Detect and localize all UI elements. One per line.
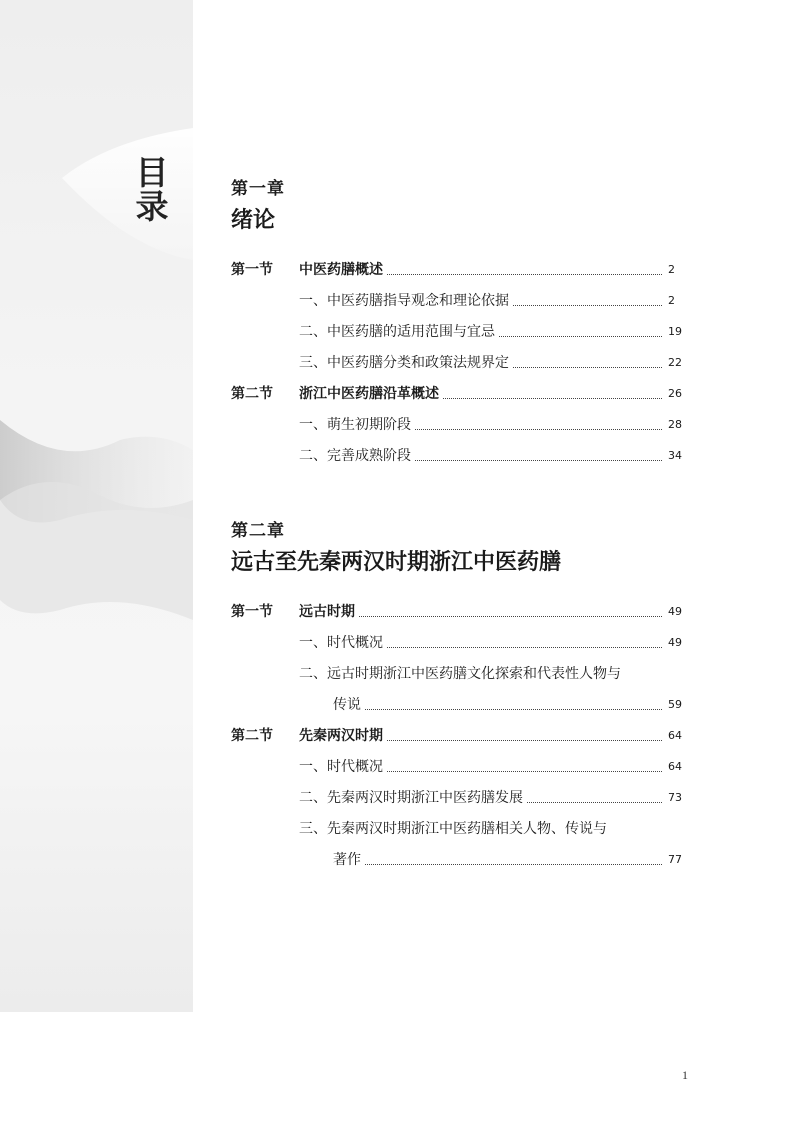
toc-entry[interactable] bbox=[231, 621, 690, 652]
leader-dots bbox=[415, 428, 662, 430]
leader-dots bbox=[527, 801, 662, 803]
entry-text: 一、时代概况 bbox=[299, 759, 383, 775]
toc-entry-continuation[interactable] bbox=[231, 683, 690, 714]
chapter-title: 绪论 bbox=[231, 208, 276, 233]
leader-dots bbox=[513, 304, 662, 306]
page-ref: 77 bbox=[668, 853, 682, 866]
section-label: 第二节 bbox=[231, 386, 273, 402]
chapter-title: 远古至先秦两汉时期浙江中医药膳 bbox=[231, 550, 562, 575]
leader-dots bbox=[365, 863, 662, 865]
page-ref: 22 bbox=[668, 356, 682, 369]
chapter-heading bbox=[231, 516, 561, 576]
toc-list bbox=[231, 248, 690, 465]
page-ref: 19 bbox=[668, 325, 682, 338]
toc-list bbox=[231, 590, 690, 869]
toc-entry[interactable] bbox=[231, 403, 690, 434]
entry-text: 二、完善成熟阶段 bbox=[299, 448, 411, 464]
page-ref: 34 bbox=[668, 449, 682, 462]
entry-text: 浙江中医药膳沿革概述 bbox=[299, 386, 439, 402]
toc-entry[interactable] bbox=[231, 776, 690, 807]
chapter-label: 第一章 bbox=[231, 179, 285, 199]
entry-text: 著作 bbox=[333, 852, 361, 868]
toc-entry[interactable] bbox=[231, 652, 690, 683]
leader-dots bbox=[359, 615, 662, 617]
page-ref: 49 bbox=[668, 605, 682, 618]
toc-title-char: 目 bbox=[135, 153, 169, 192]
toc-entry[interactable] bbox=[231, 434, 690, 465]
entry-text: 三、先秦两汉时期浙江中医药膳相关人物、传说与 bbox=[299, 821, 607, 837]
page-ref: 64 bbox=[668, 760, 682, 773]
chapter-label: 第二章 bbox=[231, 521, 285, 541]
page-ref: 2 bbox=[668, 263, 675, 276]
chapter-heading bbox=[231, 174, 285, 234]
leader-dots bbox=[499, 335, 662, 337]
leader-dots bbox=[387, 739, 662, 741]
decorative-sidebar bbox=[0, 0, 193, 1012]
toc-title bbox=[132, 153, 172, 226]
page-ref: 73 bbox=[668, 791, 682, 804]
entry-text: 先秦两汉时期 bbox=[299, 728, 383, 744]
leader-dots bbox=[387, 770, 662, 772]
page-ref: 26 bbox=[668, 387, 682, 400]
entry-text: 二、先秦两汉时期浙江中医药膳发展 bbox=[299, 790, 523, 806]
leader-dots bbox=[415, 459, 662, 461]
toc-entry[interactable] bbox=[231, 341, 690, 372]
page-ref: 64 bbox=[668, 729, 682, 742]
entry-text: 中医药膳概述 bbox=[299, 262, 383, 278]
toc-entry[interactable] bbox=[231, 372, 690, 403]
entry-text: 一、中医药膳指导观念和理论依据 bbox=[299, 293, 509, 309]
leader-dots bbox=[365, 708, 662, 710]
leader-dots bbox=[387, 273, 662, 275]
entry-text: 一、萌生初期阶段 bbox=[299, 417, 411, 433]
leader-dots bbox=[387, 646, 662, 648]
entry-text: 传说 bbox=[333, 697, 361, 713]
toc-entry[interactable] bbox=[231, 310, 690, 341]
ink-mountain-graphic bbox=[0, 0, 193, 1012]
page-ref: 49 bbox=[668, 636, 682, 649]
page-ref: 59 bbox=[668, 698, 682, 711]
page-ref: 2 bbox=[668, 294, 675, 307]
section-label: 第一节 bbox=[231, 262, 273, 278]
leader-dots bbox=[443, 397, 662, 399]
page-ref: 28 bbox=[668, 418, 682, 431]
entry-text: 远古时期 bbox=[299, 604, 355, 620]
entry-text: 一、时代概况 bbox=[299, 635, 383, 651]
toc-entry[interactable] bbox=[231, 714, 690, 745]
section-label: 第一节 bbox=[231, 604, 273, 620]
toc-entry-continuation[interactable] bbox=[231, 838, 690, 869]
page-number: 1 bbox=[682, 1068, 688, 1082]
entry-text: 二、远古时期浙江中医药膳文化探索和代表性人物与 bbox=[299, 666, 621, 682]
toc-entry[interactable] bbox=[231, 745, 690, 776]
toc-entry[interactable] bbox=[231, 248, 690, 279]
leader-dots bbox=[513, 366, 662, 368]
toc-entry[interactable] bbox=[231, 807, 690, 838]
entry-text: 二、中医药膳的适用范围与宜忌 bbox=[299, 324, 495, 340]
toc-title-char: 录 bbox=[135, 187, 169, 226]
entry-text: 三、中医药膳分类和政策法规界定 bbox=[299, 355, 509, 371]
section-label: 第二节 bbox=[231, 728, 273, 744]
toc-entry[interactable] bbox=[231, 590, 690, 621]
toc-entry[interactable] bbox=[231, 279, 690, 310]
